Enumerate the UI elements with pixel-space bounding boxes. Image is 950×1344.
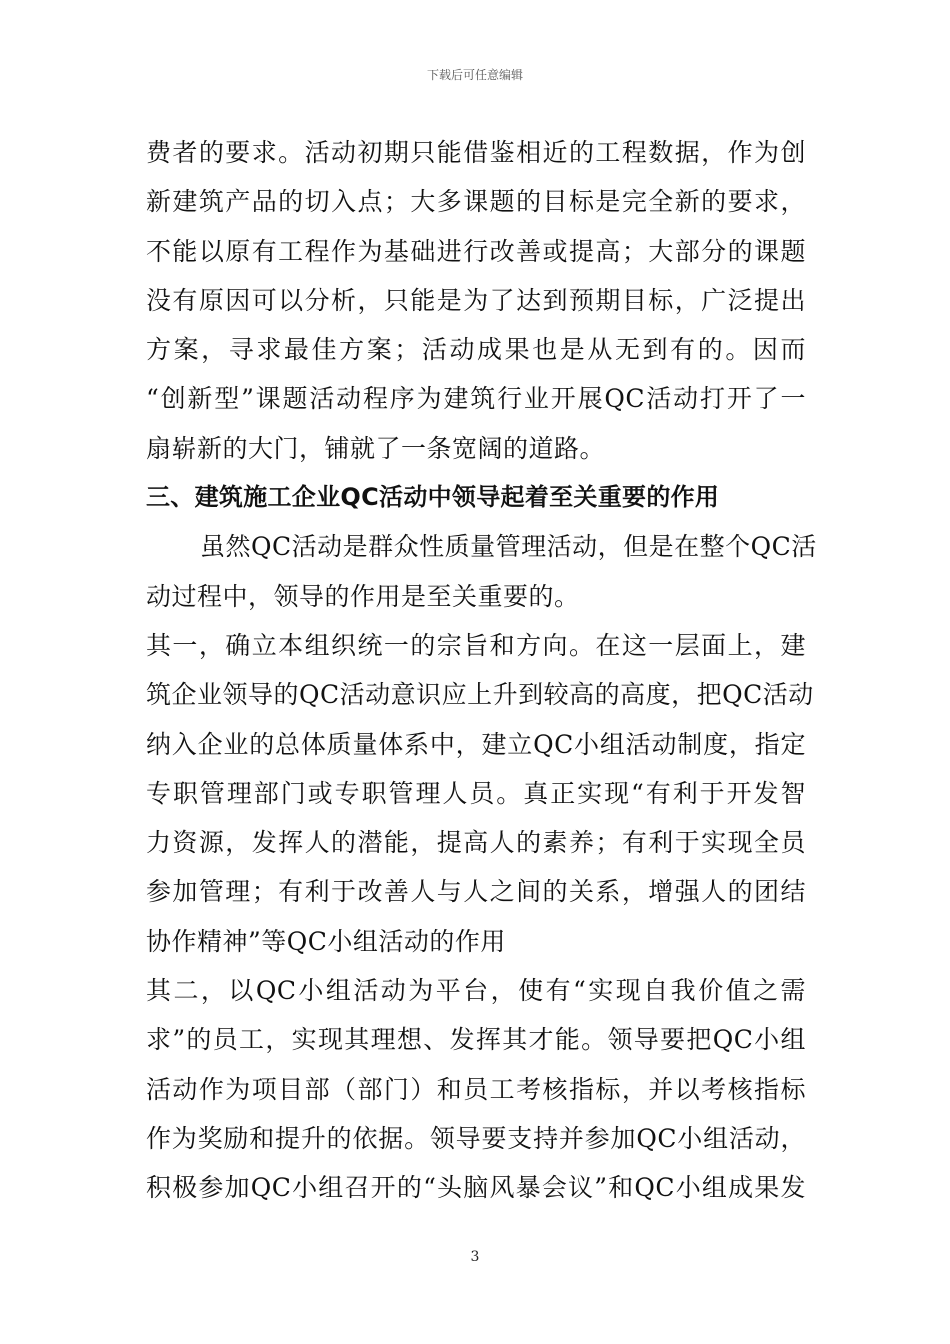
paragraph-line: 作为奖励和提升的依据。领导要支持并参加QC小组活动， <box>146 1123 806 1153</box>
paragraph-line: 活动作为项目部（部门）和员工考核指标，并以考核指标 <box>146 1074 806 1104</box>
page-number: 3 <box>470 1249 480 1265</box>
paragraph-line: 扇崭新的大门，铺就了一条宽阔的道路。 <box>146 433 606 463</box>
page-header: 下载后可任意编辑 <box>426 68 523 82</box>
paragraph-line: 新建筑产品的切入点；大多课题的目标是完全新的要求， <box>146 187 806 217</box>
paragraph-line: 力资源，发挥人的潜能，提高人的素养；有利于实现全员 <box>146 828 806 858</box>
paragraph-line: 求”的员工，实现其理想、发挥其才能。领导要把QC小组 <box>146 1025 806 1055</box>
paragraph-line: 动过程中，领导的作用是至关重要的。 <box>146 581 580 611</box>
paragraph-line: 其一，确立本组织统一的宗旨和方向。在这一层面上，建 <box>146 630 806 660</box>
paragraph-line: 积极参加QC小组召开的“头脑风暴会议”和QC小组成果发 <box>146 1173 806 1203</box>
paragraph-line: 没有原因可以分析，只能是为了达到预期目标，广泛提出 <box>146 285 806 315</box>
document-body <box>146 128 817 1213</box>
paragraph-line: 参加管理；有利于改善人与人之间的关系，增强人的团结 <box>146 877 806 907</box>
paragraph-line: 其二，以QC小组活动为平台，使有“实现自我价值之需 <box>146 976 806 1006</box>
paragraph-line: 不能以原有工程作为基础进行改善或提高；大部分的课题 <box>146 236 806 266</box>
paragraph-line: 纳入企业的总体质量体系中，建立QC小组活动制度，指定 <box>146 729 806 759</box>
paragraph-line: 专职管理部门或专职管理人员。真正实现“有利于开发智 <box>146 778 806 808</box>
section-heading: 三、建筑施工企业QC活动中领导起着至关重要的作用 <box>146 483 720 512</box>
paragraph-line: “创新型”课题活动程序为建筑行业开展QC活动打开了一 <box>146 384 806 414</box>
paragraph-line: 筑企业领导的QC活动意识应上升到较高的高度，把QC活动 <box>146 680 814 710</box>
paragraph-line: 虽然QC活动是群众性质量管理活动，但是在整个QC活 <box>200 532 817 562</box>
paragraph-line: 费者的要求。活动初期只能借鉴相近的工程数据，作为创 <box>146 138 806 167</box>
paragraph-line: 协作精神”等QC小组活动的作用 <box>146 926 506 956</box>
paragraph-line: 方案，寻求最佳方案；活动成果也是从无到有的。因而 <box>146 335 806 365</box>
